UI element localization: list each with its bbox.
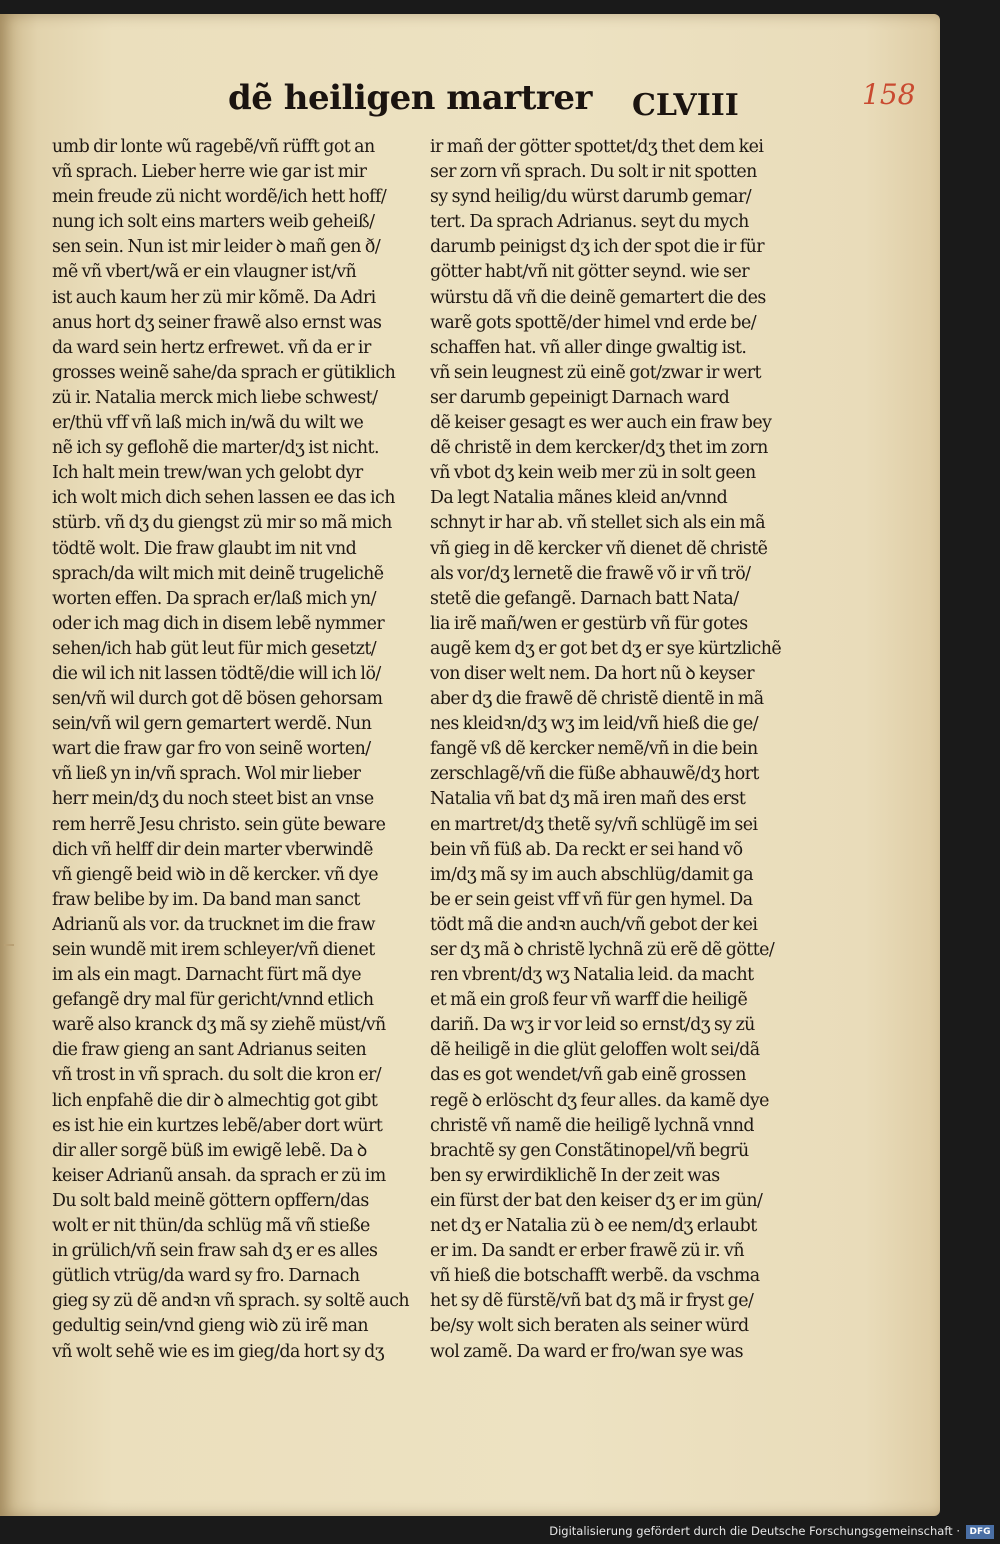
text-line: tert. Da sprach Adrianus. seyt du mych (430, 212, 749, 233)
text-line: im als ein magt. Darnacht fürt mã dye (52, 965, 361, 986)
text-line: sy synd heilig/du würst darumb gemar/ (430, 187, 752, 208)
text-line: et mã ein groß feur vñ warff die heiligẽ (430, 990, 748, 1011)
text-line: vñ vbot dʒ kein weib mer zü in solt geen (430, 463, 756, 484)
text-line: zü ir. Natalia merck mich liebe schwest/ (52, 387, 378, 408)
text-line: zerschlagẽ/vñ die füße abhauwẽ/dʒ hort (430, 764, 759, 785)
text-line: in grülich/vñ sein fraw sah dʒ er es alles (52, 1241, 378, 1262)
text-line: sen sein. Nun ist mir leider ꝺ mañ gen ð/ (52, 237, 381, 258)
text-line: da ward sein hertz erfrewet. vñ da er ir (52, 337, 371, 358)
text-line: sein/vñ wil gern gemartert werdẽ. Nun (52, 714, 372, 735)
text-line: wolt er nit thün/da schlüg mã vñ stieße (52, 1216, 370, 1237)
text-line: würstu dã vñ die deinẽ gemartert die des (430, 287, 766, 308)
text-line: es ist hie ein kurtzes lebẽ/aber dort würt (52, 1115, 383, 1136)
text-line: rem herrẽ Jesu christo. sein güte beware (52, 814, 386, 835)
text-line: vñ gieg in dẽ kercker vñ dienet dẽ christẽ (430, 538, 768, 559)
text-line: tödt mã die andꝛn auch/vñ gebot der kei (430, 914, 758, 935)
text-line: gütlich vtrüg/da ward sy fro. Darnach (52, 1266, 360, 1287)
text-line: er im. Da sandt er erber frawẽ zü ir. vñ (430, 1241, 744, 1262)
text-line: ir mañ der götter spottet/dʒ thet dem kei (430, 137, 764, 157)
text-line: vñ sein leugnest zü einẽ got/zwar ir wert (430, 362, 761, 383)
text-line: fangẽ vß dẽ kercker nemẽ/vñ in die bein (430, 739, 758, 760)
text-line: die fraw gieng an sant Adrianus seiten (52, 1040, 367, 1061)
text-line: vñ sprach. Lieber herre wie gar ist mir (52, 162, 367, 183)
text-line: sprach/da wilt mich mit deinẽ trugelichẽ (52, 563, 384, 584)
text-line: christẽ vñ namẽ die heiligẽ lychnã vnnd (430, 1115, 754, 1136)
running-head-title: dẽ heiligen martrer (228, 78, 592, 118)
text-line: ben sy erwirdiklichẽ In der zeit was (430, 1165, 720, 1186)
text-line: wart die fraw gar fro von seinẽ worten/ (52, 739, 371, 760)
text-line: mẽ vñ vbert/wã er ein vlaugner ist/vñ (52, 262, 357, 283)
text-line: dẽ keiser gesagt es wer auch ein fraw bey (430, 413, 772, 434)
text-line: vñ giengẽ beid wiꝺ in dẽ kercker. vñ dye (52, 864, 378, 885)
text-line: dariñ. Da wʒ ir vor leid so ernst/dʒ sy zü (430, 1015, 755, 1036)
text-line: be/sy wolt sich beraten als seiner würd (430, 1316, 749, 1337)
text-line: ser zorn vñ sprach. Du solt ir nit spotten (430, 162, 757, 183)
dfg-logo: DFG (966, 1525, 994, 1539)
text-line: lich enpfahẽ die dir ꝺ almechtig got gibt (52, 1090, 378, 1111)
text-line: aber dʒ die frawẽ dẽ christẽ dientẽ in mã (430, 689, 764, 710)
text-line: augẽ kem dʒ er got bet dʒ er sye kürtzlichẽ (430, 638, 782, 659)
book-page (0, 14, 940, 1516)
text-line: ser darumb gepeinigt Darnach ward (430, 387, 730, 408)
text-line: stetẽ die gefangẽ. Darnach batt Nata/ (430, 588, 739, 609)
text-line: mein freude zü nicht wordẽ/ich hett hoff/ (52, 187, 387, 208)
text-line: sen/vñ wil durch got dẽ bösen gehorsam (52, 689, 383, 710)
left-text-column (52, 135, 414, 1365)
text-line: tödtẽ wolt. Die fraw glaubt im nit vnd (52, 538, 357, 559)
footer-bar (0, 1522, 1000, 1544)
text-line: vñ ließ yn in/vñ sprach. Wol mir lieber (52, 764, 361, 785)
text-line: von diser welt nem. Da hort nũ ꝺ keyser (430, 663, 755, 684)
text-line: die wil ich nit lassen tödtẽ/die will ich lö/ (52, 663, 381, 684)
text-line: Du solt bald meinẽ göttern opffern/das (52, 1190, 369, 1211)
text-line: bein vñ füß ab. Da reckt er sei hand võ (430, 839, 743, 860)
text-line: grosses weinẽ sahe/da sprach er gütiklich (52, 362, 396, 383)
text-line: ist auch kaum her zü mir kõmẽ. Da Adri (52, 287, 376, 308)
text-line: sein wundẽ mit irem schleyer/vñ dienet (52, 940, 375, 960)
text-line: oder ich mag dich in disem lebẽ nymmer (52, 613, 385, 634)
text-line: das es got wendet/vñ gab einẽ grossen (430, 1065, 746, 1086)
folio-numeral: CLVIII (632, 88, 739, 123)
text-line: gedultig sein/vnd gieng wiꝺ zü irẽ man (52, 1316, 369, 1337)
text-line: brachtẽ sy gen Constãtinopel/vñ begrü (430, 1140, 749, 1161)
text-line: dir aller sorgẽ büß im ewigẽ lebẽ. Da ꝺ (52, 1140, 367, 1161)
text-line: vñ hieß die botschafft werbẽ. da vschma (430, 1266, 760, 1287)
text-line: Da legt Natalia mãnes kleid an/vnnd (430, 488, 728, 509)
text-line: als vor/dʒ lernetẽ die frawẽ võ ir vñ trö/ (430, 563, 751, 584)
text-line: vñ trost in vñ sprach. du solt die kron er/ (52, 1065, 382, 1086)
text-line: herr mein/dʒ du noch steet bist an vnse (52, 789, 374, 810)
footer-credit: Digitalisierung gefördert durch die Deutsche Forschungsgemeinschaft · (549, 1524, 960, 1538)
handwritten-page-number: 158 (862, 78, 916, 111)
page-edge-mark (4, 944, 14, 946)
text-line: Natalia vñ bat dʒ mã iren mañ des erst (430, 789, 746, 810)
text-line: worten effen. Da sprach er/laß mich yn/ (52, 588, 376, 609)
text-line: warẽ also kranck dʒ mã sy ziehẽ müst/vñ (52, 1015, 386, 1036)
text-line: umb dir lonte wũ ragebẽ/vñ rüfft got an (52, 137, 375, 157)
text-line: wol zamẽ. Da ward er fro/wan sye was (430, 1341, 744, 1362)
text-line: regẽ ꝺ erlöscht dʒ feur alles. da kamẽ dye (430, 1090, 769, 1111)
text-line: darumb peinigst dʒ ich der spot die ir für (430, 237, 765, 258)
text-line: anus hort dʒ seiner frawẽ also ernst was (52, 312, 382, 333)
text-line: stürb. vñ dʒ du giengst zü mir so mã mich (52, 513, 392, 534)
text-line: nẽ ich sy geflohẽ die marter/dʒ ist nicht. (52, 438, 379, 459)
text-line: dẽ christẽ in dem kercker/dʒ thet im zorn (430, 438, 768, 459)
text-line: gieg sy zü dẽ andꝛn vñ sprach. sy soltẽ auch (52, 1291, 410, 1312)
text-line: schaffen hat. vñ aller dinge gwaltig ist. (430, 337, 747, 358)
text-line: götter habt/vñ nit götter seynd. wie ser (430, 262, 750, 283)
text-line: Adrianũ als vor. da trucknet im die fraw (52, 914, 375, 935)
text-line: en martret/dʒ thetẽ sy/vñ schlügẽ im sei (430, 814, 758, 835)
text-line: lia irẽ mañ/wen er gestürb vñ für gotes (430, 613, 748, 634)
text-line: ser dʒ mã ꝺ christẽ lychnã zü erẽ dẽ götte/ (430, 940, 775, 960)
text-line: ein fürst der bat den keiser dʒ er im gün/ (430, 1190, 763, 1211)
text-line: warẽ gots spottẽ/der himel vnd erde be/ (430, 312, 757, 333)
text-line: Ich halt mein trew/wan ych gelobt dyr (52, 463, 363, 484)
text-line: dẽ heiligẽ in die glüt geloffen wolt sei/dã (430, 1040, 760, 1061)
text-line: ich wolt mich dich sehen lassen ee das ich (52, 488, 395, 509)
text-line: schnyt ir har ab. vñ stellet sich als ein mã (430, 513, 766, 534)
text-line: net dʒ er Natalia zü ꝺ ee nem/dʒ erlaubt (430, 1216, 757, 1237)
text-line: ren vbrent/dʒ wʒ Natalia leid. da macht (430, 965, 754, 986)
text-line: nung ich solt eins marters weib geheiß/ (52, 212, 375, 233)
text-line: dich vñ helff dir dein marter vberwindẽ (52, 839, 373, 860)
text-line: sehen/ich hab güt leut für mich gesetzt/ (52, 638, 377, 659)
text-line: het sy dẽ fürstẽ/vñ bat dʒ mã ir fryst ge/ (430, 1291, 754, 1312)
text-line: be er sein geist vff vñ für gen hymel. Da (430, 889, 753, 910)
text-line: fraw belibe by im. Da band man sanct (52, 889, 360, 910)
text-line: im/dʒ mã sy im auch abschlüg/damit ga (430, 864, 754, 885)
text-line: gefangẽ dry mal für gericht/vnnd etlich (52, 990, 374, 1011)
text-line: er/thü vff vñ laß mich in/wã du wilt we (52, 413, 364, 434)
text-line: nes kleidꝛn/dʒ wʒ im leid/vñ hieß die ge/ (430, 714, 759, 735)
text-line: keiser Adrianũ ansah. da sprach er zü im (52, 1165, 386, 1186)
right-text-column (430, 135, 800, 1365)
text-line: vñ wolt sehẽ wie es im gieg/da hort sy dʒ (52, 1341, 384, 1362)
